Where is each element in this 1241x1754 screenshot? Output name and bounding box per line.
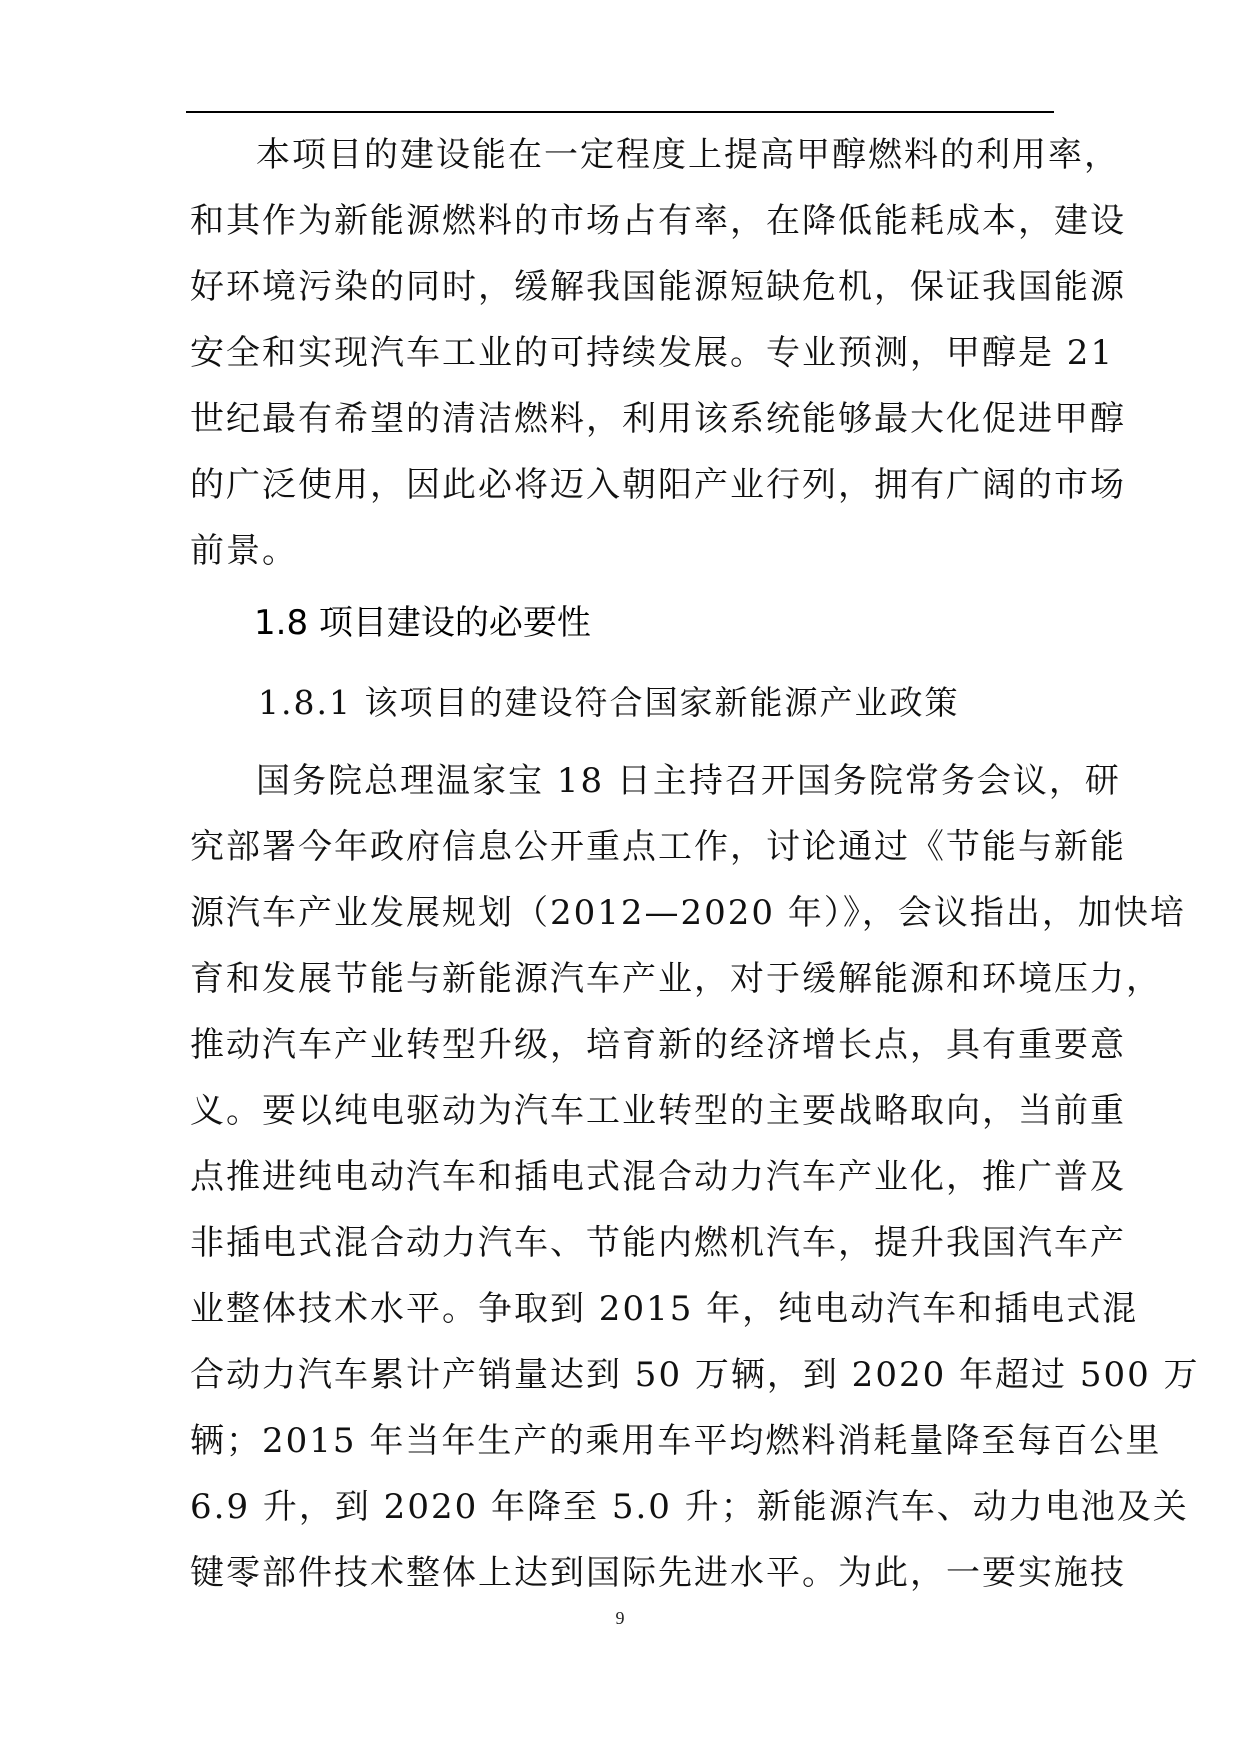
paragraph-2-line-4: 育和发展节能与新能源汽车产业，对于缓解能源和环境压力， bbox=[190, 959, 1162, 999]
subsection-heading: 1.8.1 该项目的建设符合国家新能源产业政策 bbox=[258, 683, 960, 722]
paragraph-2-line-2: 究部署今年政府信息公开重点工作，讨论通过《节能与新能 bbox=[190, 827, 1126, 867]
paragraph-2-line-5: 推动汽车产业转型升级，培育新的经济增长点，具有重要意 bbox=[190, 1025, 1126, 1065]
paragraph-2-line-1: 国务院总理温家宝 18 日主持召开国务院常务会议，研 bbox=[256, 761, 1121, 801]
paragraph-1-line-4: 安全和实现汽车工业的可持续发展。专业预测，甲醇是 21 bbox=[190, 333, 1115, 373]
paragraph-2-line-3: 源汽车产业发展规划（2012—2020 年）》，会议指出，加快培 bbox=[190, 893, 1186, 933]
paragraph-2-line-11: 辆；2015 年当年生产的乘用车平均燃料消耗量降至每百公里 bbox=[190, 1421, 1162, 1461]
paragraph-1-line-7: 前景。 bbox=[190, 531, 298, 571]
paragraph-1-line-3: 好环境污染的同时，缓解我国能源短缺危机，保证我国能源 bbox=[190, 267, 1126, 307]
paragraph-1-line-6: 的广泛使用，因此必将迈入朝阳产业行列，拥有广阔的市场 bbox=[190, 465, 1126, 505]
paragraph-2-line-10: 合动力汽车累计产销量达到 50 万辆，到 2020 年超过 500 万 bbox=[190, 1355, 1200, 1395]
paragraph-1-line-1: 本项目的建设能在一定程度上提高甲醇燃料的利用率， bbox=[256, 135, 1120, 175]
section-heading: 1.8 项目建设的必要性 bbox=[254, 603, 591, 643]
paragraph-2-line-9: 业整体技术水平。争取到 2015 年，纯电动汽车和插电式混 bbox=[190, 1289, 1139, 1329]
paragraph-1-line-2: 和其作为新能源燃料的市场占有率，在降低能耗成本，建设 bbox=[190, 201, 1126, 241]
paragraph-2-line-13: 键零部件技术整体上达到国际先进水平。为此，一要实施技 bbox=[190, 1553, 1126, 1593]
paragraph-2-line-7: 点推进纯电动汽车和插电式混合动力汽车产业化，推广普及 bbox=[190, 1157, 1126, 1197]
paragraph-1-line-5: 世纪最有希望的清洁燃料，利用该系统能够最大化促进甲醇 bbox=[190, 399, 1126, 439]
page-number: 9 bbox=[615, 1608, 625, 1628]
paragraph-2-line-12: 6.9 升，到 2020 年降至 5.0 升；新能源汽车、动力电池及关 bbox=[190, 1487, 1189, 1527]
header-rule bbox=[186, 111, 1054, 113]
paragraph-2-line-6: 义。要以纯电驱动为汽车工业转型的主要战略取向，当前重 bbox=[190, 1091, 1126, 1131]
paragraph-2-line-8: 非插电式混合动力汽车、节能内燃机汽车，提升我国汽车产 bbox=[190, 1223, 1126, 1263]
